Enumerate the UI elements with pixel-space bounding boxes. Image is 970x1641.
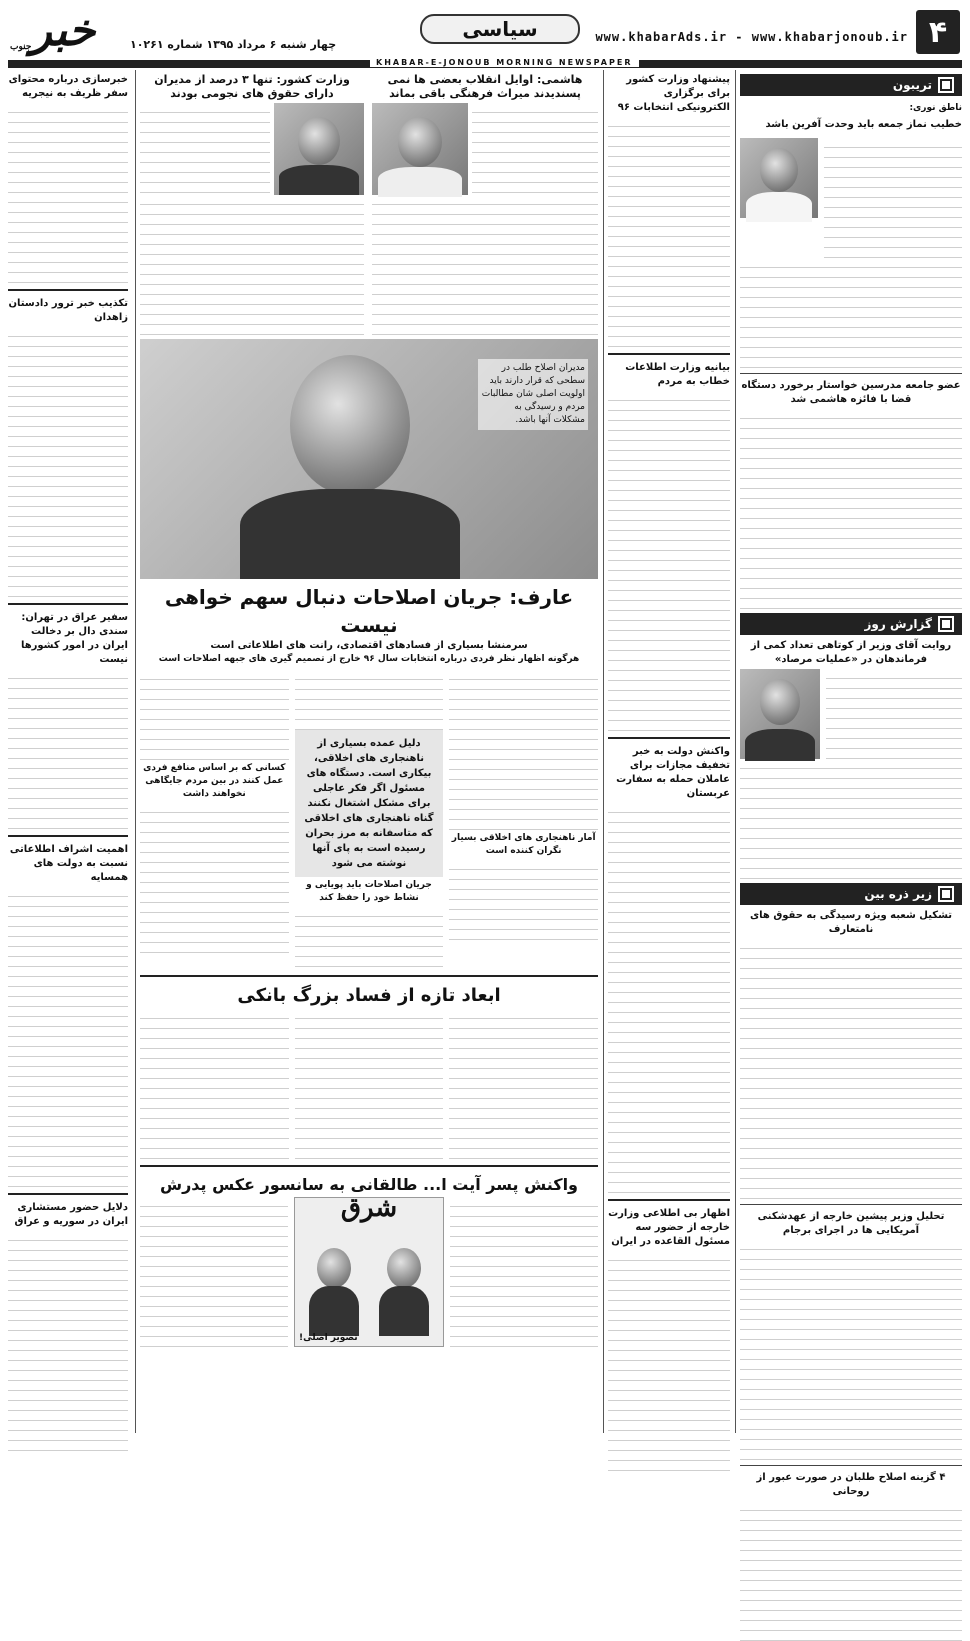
article-body bbox=[140, 1009, 289, 1159]
jame-headline[interactable]: عضو جامعه مدرسین خواستار برخورد دستگاه قضا با فائزه هاشمی شد bbox=[741, 380, 961, 405]
gozine-headline[interactable]: ۴ گزینه اصلاح طلبان در صورت عبور از روحانی bbox=[756, 1472, 946, 1497]
article-body bbox=[740, 1240, 962, 1460]
tribune-headline[interactable]: خطیب نماز جمعه باید وحدت آفرین باشد bbox=[765, 119, 962, 130]
box-icon bbox=[938, 616, 954, 632]
aref-photo bbox=[140, 339, 598, 579]
sharq-logo: شرق bbox=[340, 1193, 398, 1223]
article-body bbox=[295, 907, 444, 969]
left-headline-3[interactable]: سفیر عراق در تهران: سندی دال بر دخالت ایران در امور کشورها نیست bbox=[20, 612, 128, 665]
left-headline-5[interactable]: دلایل حضور مستشاری ایران در سوریه و عراق bbox=[14, 1202, 128, 1227]
tribune-kicker: ناطق نوری: bbox=[909, 103, 962, 113]
aref-inner-head-2: جریان اصلاحات باید پویایی و نشاط خود را حفظ کند bbox=[306, 880, 432, 903]
article-body bbox=[372, 195, 598, 335]
logo-subtext: جنوب bbox=[10, 42, 32, 52]
hashemi-story bbox=[372, 70, 598, 335]
article-body bbox=[140, 670, 289, 760]
aref-subheadline-2: هرگونه اظهار نظر فردی درباره انتخابات سال ۹۶ خارج از تصمیم گیری های جبهه اصلاحات است bbox=[158, 654, 580, 664]
article-body bbox=[740, 1501, 962, 1641]
article-body bbox=[8, 103, 128, 283]
article-body bbox=[295, 670, 444, 730]
bank-headline[interactable]: ابعاد تازه از فساد بزرگ بانکی bbox=[237, 985, 501, 1006]
micro-headline[interactable]: تشکیل شعبه ویژه رسیدگی به حقوق های نامتعارف bbox=[749, 910, 953, 935]
micro-box-title: زیر ذره بین bbox=[740, 883, 962, 905]
photo-caption: تصویر اصلی! bbox=[299, 1333, 358, 1343]
center-area bbox=[140, 70, 598, 1433]
article-body bbox=[449, 1009, 598, 1159]
article-body bbox=[449, 670, 598, 830]
column-left bbox=[8, 70, 128, 1433]
column-two bbox=[608, 70, 730, 1433]
article-body bbox=[8, 1231, 128, 1451]
article-body bbox=[449, 860, 598, 940]
logo-text: خبر bbox=[30, 4, 96, 56]
aref-inner-head-1: آمار ناهنجاری های اخلاقی بسیار نگران کننده است bbox=[451, 833, 596, 856]
col2-headline-1[interactable]: پیشنهاد وزارت کشور برای برگزاری الکترونیکی انتخابات ۹۶ bbox=[617, 74, 730, 113]
article-body bbox=[8, 669, 128, 829]
article-body bbox=[740, 258, 962, 368]
site-urls[interactable]: www.khabarAds.ir - www.khabarjonoub.ir bbox=[595, 30, 908, 44]
sharq-photo bbox=[294, 1193, 444, 1347]
nategh-nouri-photo bbox=[740, 138, 818, 218]
article-body bbox=[826, 669, 962, 759]
left-headline-1[interactable]: خبرسازی درباره محتوای سفر ظریف به نیجریه bbox=[8, 74, 128, 99]
column-right bbox=[740, 70, 962, 1497]
taleghani-headline[interactable]: واکنش پسر آیت ا... طالقانی به سانسور عکس پدرش bbox=[159, 1175, 578, 1194]
article-body bbox=[140, 195, 364, 335]
page-number: ۴ bbox=[916, 10, 960, 54]
section-title: سیاسی bbox=[420, 14, 580, 44]
article-body bbox=[824, 138, 962, 258]
col2-headline-4[interactable]: اظهار بی اطلاعی وزارت خارجه از حضور سه مسئول القاعده در ایران bbox=[608, 1208, 730, 1247]
article-body bbox=[8, 887, 128, 1187]
article-body bbox=[608, 117, 730, 347]
masthead bbox=[0, 0, 970, 62]
article-body bbox=[295, 1009, 444, 1159]
article-body bbox=[740, 759, 962, 879]
box-icon bbox=[938, 886, 954, 902]
kashvar-headline[interactable]: وزارت کشور: تنها ۳ درصد از مدیران دارای حقوق های نجومی بودند bbox=[154, 73, 350, 100]
tribune-box-title: تریبون bbox=[740, 74, 962, 96]
left-headline-2[interactable]: تکذیب خبر ترور دادستان زاهدان bbox=[8, 298, 128, 323]
hashemi-headline[interactable]: هاشمی: اوایل انقلاب بعضی ها نمی پسندیدند میراث فرهنگی باقی بماند bbox=[387, 73, 583, 100]
article-body bbox=[740, 409, 962, 609]
article-body bbox=[140, 103, 270, 195]
tahlil-headline[interactable]: تحلیل وزیر پیشین خارجه از عهدشکنی آمریکایی ها در اجرای برجام bbox=[757, 1211, 945, 1236]
report-box-title: گزارش روز bbox=[740, 613, 962, 635]
aref-inner-head-3: کسانی که بر اساس منافع فردی عمل کنند در بین مردم جایگاهی نخواهند داشت bbox=[143, 763, 286, 799]
minister-photo bbox=[740, 669, 820, 759]
left-headline-4[interactable]: اهمیت اشراف اطلاعاتی نسبت به دولت های همسایه bbox=[9, 844, 128, 883]
article-body bbox=[140, 1197, 288, 1347]
col2-headline-2[interactable]: بیانیه وزارت اطلاعات خطاب به مردم bbox=[625, 362, 730, 387]
newspaper-logo bbox=[8, 4, 118, 56]
box-icon bbox=[938, 77, 954, 93]
article-body bbox=[140, 803, 289, 953]
article-body bbox=[608, 391, 730, 731]
col2-headline-3[interactable]: واکنش دولت به خبر تخفیف مجازات برای عاملان حمله به سفارت عربستان bbox=[616, 746, 730, 799]
aref-headline[interactable]: عارف: جریان اصلاحات دنبال سهم خواهی نیست bbox=[164, 585, 574, 637]
issue-date: چهار شنبه ۶ مرداد ۱۳۹۵ شماره ۱۰۲۶۱ bbox=[130, 38, 337, 51]
aref-quote: مدیران اصلاح طلب در سطحی که قرار دارند باید اولویت اصلی شان مطالبات مردم و رسیدگی به مشکلات آنها باشد. bbox=[478, 359, 588, 430]
article-body bbox=[608, 803, 730, 1193]
article-body bbox=[472, 103, 598, 195]
article-body bbox=[608, 1251, 730, 1471]
band-text: KHABAR-E-JONOUB MORNING NEWSPAPER bbox=[370, 58, 639, 67]
article-body bbox=[740, 939, 962, 1199]
article-body bbox=[8, 327, 128, 597]
hashemi-photo bbox=[372, 103, 468, 195]
article-body bbox=[450, 1197, 598, 1347]
aref-subheadline-1: سرمنشا بسیاری از فسادهای اقتصادی، رانت های اطلاعاتی است bbox=[210, 640, 528, 651]
kashvar-story bbox=[140, 70, 364, 335]
official-photo bbox=[274, 103, 364, 195]
report-headline[interactable]: روایت آقای وزیر از کوتاهی تعداد کمی از فرماندهان در «عملیات مرصاد» bbox=[750, 640, 952, 665]
aref-mid-quote: دلیل عمده بسیاری از ناهنجاری های اخلاقی، بیکاری است. دستگاه های مسئول اگر فکر عاجلی برای مشکل اشتغال نکنند گناه ناهنجاری های اخلاقی که متاسفانه به مرز بحران رسیده است به پای آنها نوشته می شود bbox=[295, 730, 444, 877]
